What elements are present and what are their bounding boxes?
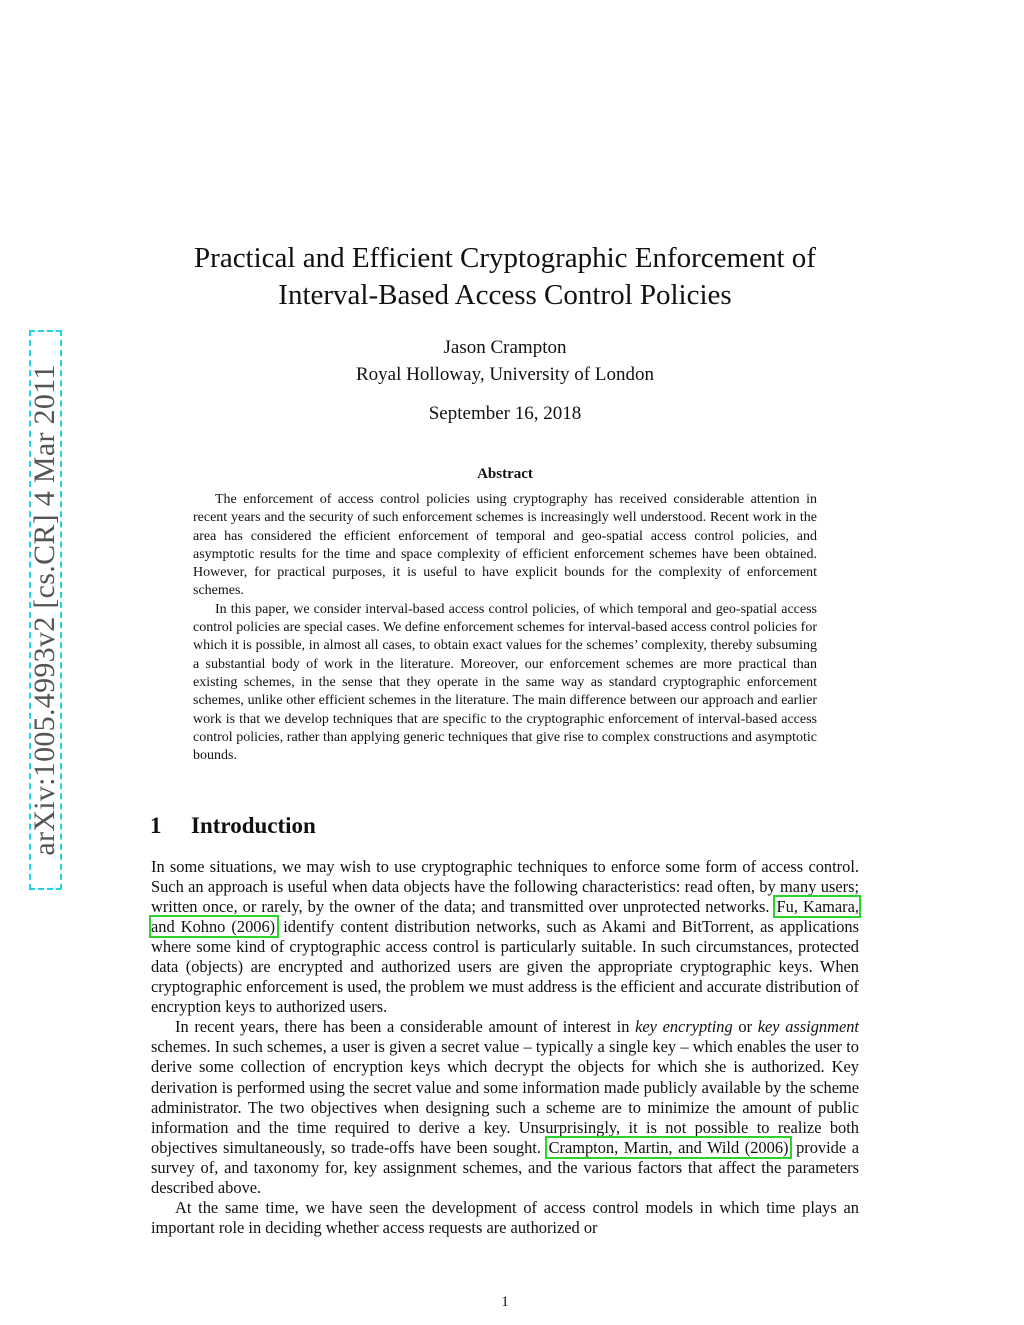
- intro-p2-text-or: or: [732, 1017, 758, 1037]
- title-line-1: Practical and Efficient Cryptographic Enforcement of: [194, 242, 816, 274]
- abstract-paragraph-1: The enforcement of access control policies using cryptography has received considerable attention in recent years and the security of such enforcement schemes is increasingly well understood. Recent work in the area has considered the efficient enforcement of temporal and geo-spatial access control policies, and asymptotic results for the time and space complexity of efficient enforcement schemes have been obtained. However, for practical purposes, it is useful to have explicit bounds for the complexity of enforcement schemes.: [193, 492, 817, 599]
- author-affiliation: Royal Holloway, University of London: [356, 364, 654, 385]
- intro-p2-text-b: schemes. In such schemes, a user is given a secret value – typically a single key – which enables the user to derive some collection of encryption keys which decrypt the objects for which she is authorized. Key derivation is performed using the secret value and some information made publicly available by the scheme administrator. The two objectives when designing such a scheme are to minimize the amount of public information and the time required to derive a key. Unsurprisingly, it is not possible to realize both objectives simultaneously, so trade-offs have been sought.: [151, 1037, 859, 1157]
- section-title: Introduction: [191, 813, 316, 838]
- citation-link-fu-kamara-kohno[interactable]: Fu, Kamara, and Kohno (2006): [151, 897, 859, 937]
- abstract-paragraph-2: In this paper, we consider interval-based access control policies, of which temporal and geo-spatial access control policies are special cases. We define enforcement schemes for interval-based access control policies for which it is possible, in almost all cases, to obtain exact values for the schemes’ complexity, thereby subsuming a substantial body of work in the literature. Moreover, our enforcement schemes are more practical than existing schemes, in the sense that they operate in the same way as standard cryptographic enforcement schemes, unlike other efficient schemes in the literature. The main difference between our approach and earlier work is that we develop techniques that are specific to the cryptographic enforcement of interval-based access control policies, rather than applying generic techniques that give rise to complex constructions and asymptotic bounds.: [193, 601, 817, 764]
- intro-paragraph-1: [151, 857, 859, 1017]
- intro-p1-text-a: In some situations, we may wish to use cryptographic techniques to enforce some form of access control. Such an approach is useful when data objects have the following characteristics: read often, by many users; written once, or rarely, by the owner of the data; and transmitted over unprotected networks.: [151, 857, 859, 917]
- intro-p2-text-c: provide a survey of, and taxonomy for, key assignment schemes, and the various factors that affect the parameters described above.: [151, 1137, 860, 1197]
- author-name: Jason Crampton: [443, 337, 567, 358]
- title-line-2: Interval-Based Access Control Policies: [278, 279, 732, 311]
- introduction-body: [151, 857, 859, 1238]
- intro-p2-text-a: In recent years, there has been a considerable amount of interest in: [175, 1017, 636, 1037]
- intro-p2-emphasis-key-assignment: key assignment: [757, 1017, 859, 1037]
- intro-p1-text-b: identify content distribution networks, such as Akami and BitTorrent, as applications where some kind of cryptographic access control is particularly suitable. In such circumstances, protected data (objects) are encrypted and authorized users are given the appropriate cryptographic keys. When cryptographic enforcement is used, the problem we must address is the efficient and accurate distribution of encryption keys to authorized users.: [151, 917, 859, 1017]
- intro-p2-emphasis-key-encrypting: key encrypting: [635, 1017, 733, 1037]
- abstract-heading: Abstract: [477, 466, 533, 482]
- abstract-body: [193, 491, 817, 765]
- section-heading-introduction: [150, 813, 316, 839]
- paper-date: September 16, 2018: [428, 403, 582, 424]
- intro-paragraph-3: At the same time, we have seen the development of access control models in which time plays an important role in deciding whether access requests are authorized or: [151, 1197, 859, 1237]
- citation-link-crampton-martin-wild[interactable]: Crampton, Martin, and Wild (2006): [548, 1137, 789, 1157]
- intro-paragraph-2: [151, 1017, 859, 1197]
- paper-title: [150, 240, 860, 314]
- page-number: 1: [501, 1294, 509, 1310]
- arxiv-identifier[interactable]: arXiv:1005.4993v2 [cs.CR] 4 Mar 2011: [28, 364, 61, 856]
- section-number: 1: [150, 813, 162, 838]
